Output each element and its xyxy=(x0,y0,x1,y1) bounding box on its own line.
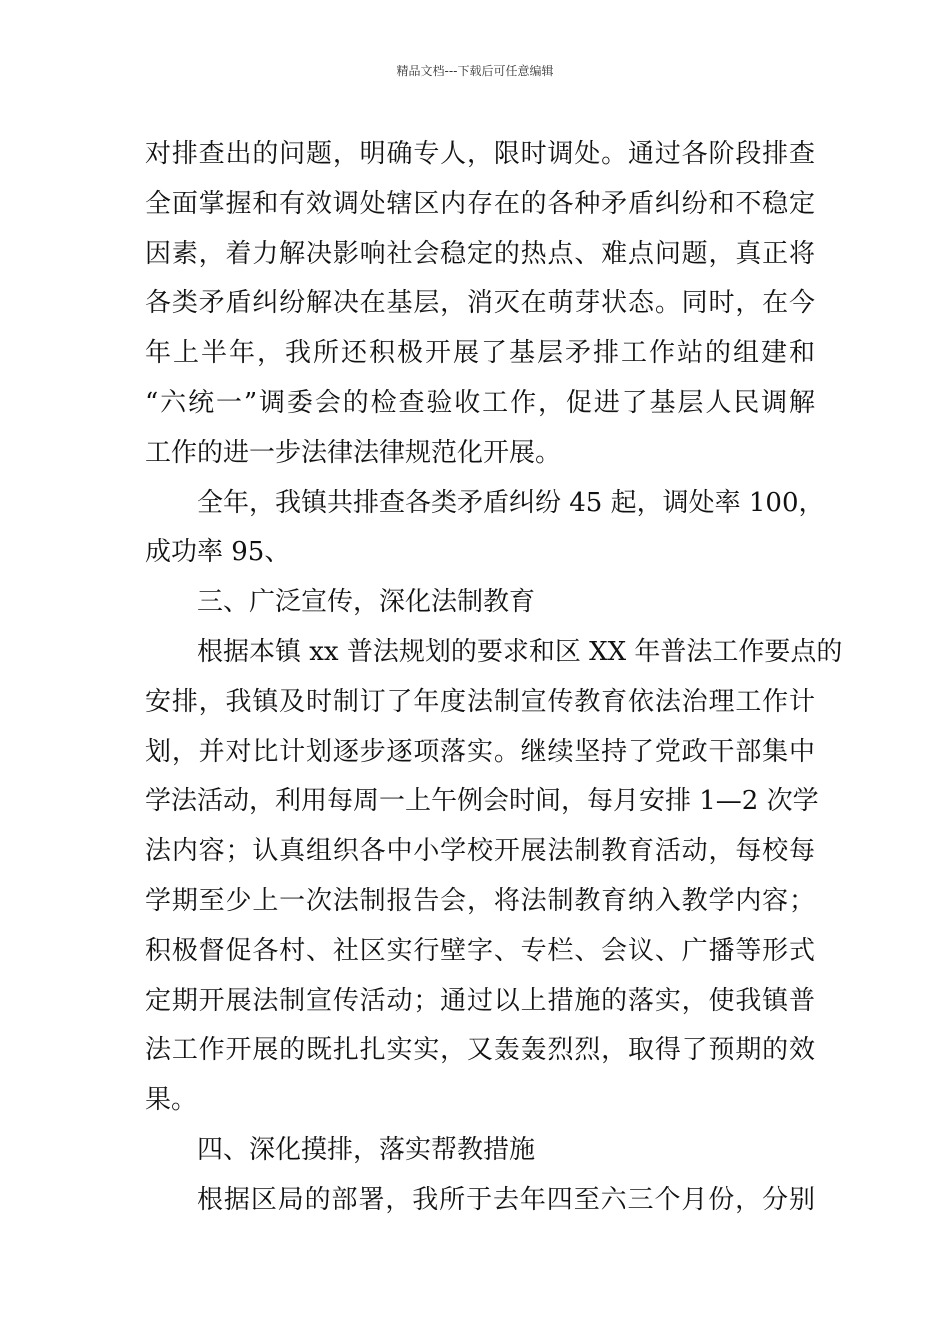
text-line: 法工作开展的既扎扎实实，又轰轰烈烈，取得了预期的效 xyxy=(145,1035,815,1066)
text-line: 法内容；认真组织各中小学校开展法制教育活动，每校每 xyxy=(145,836,815,867)
text-line: 年上半年，我所还积极开展了基层矛排工作站的组建和 xyxy=(145,338,815,369)
text-line: 学法活动，利用每周一上午例会时间，每月安排 1—2 次学 xyxy=(145,786,819,817)
text-line: 学期至少上一次法制报告会，将法制教育纳入教学内容； xyxy=(145,885,815,916)
text-line: 积极督促各村、社区实行壁字、专栏、会议、广播等形式 xyxy=(145,935,815,966)
text-line: 工作的进一步法律法律规范化开展。 xyxy=(145,437,562,468)
text-line: 根据本镇 xx 普法规划的要求和区 XX 年普法工作要点的 xyxy=(197,636,843,667)
text-line: 三、广泛宣传，深化法制教育 xyxy=(197,587,536,618)
text-line: 定期开展法制宣传活动；通过以上措施的落实，使我镇普 xyxy=(145,985,815,1016)
text-line: “六统一”调委会的检查验收工作，促进了基层人民调解 xyxy=(145,387,815,418)
text-line: 各类矛盾纠纷解决在基层，消灭在萌芽状态。同时，在今 xyxy=(145,288,815,319)
text-line: 全年，我镇共排查各类矛盾纠纷 45 起，调处率 100， xyxy=(197,487,825,518)
text-line: 果。 xyxy=(145,1085,198,1116)
text-line: 全面掌握和有效调处辖区内存在的各种矛盾纠纷和不稳定 xyxy=(145,188,815,219)
text-line: 对排查出的问题，明确专人，限时调处。通过各阶段排查 xyxy=(145,139,815,169)
document-body xyxy=(145,130,843,1226)
text-line: 安排，我镇及时制订了年度法制宣传教育依法治理工作计 xyxy=(145,686,815,717)
text-line: 根据区局的部署，我所于去年四至六三个月份，分别 xyxy=(197,1184,815,1215)
text-line: 因素，着力解决影响社会稳定的热点、难点问题，真正将 xyxy=(145,238,815,269)
page-header: 精品文档---下载后可任意编辑 xyxy=(396,64,554,78)
text-line: 划，并对比计划逐步逐项落实。继续坚持了党政干部集中 xyxy=(145,736,815,767)
text-line: 成功率 95、 xyxy=(145,537,291,568)
text-line: 四、深化摸排，落实帮教措施 xyxy=(197,1134,536,1165)
